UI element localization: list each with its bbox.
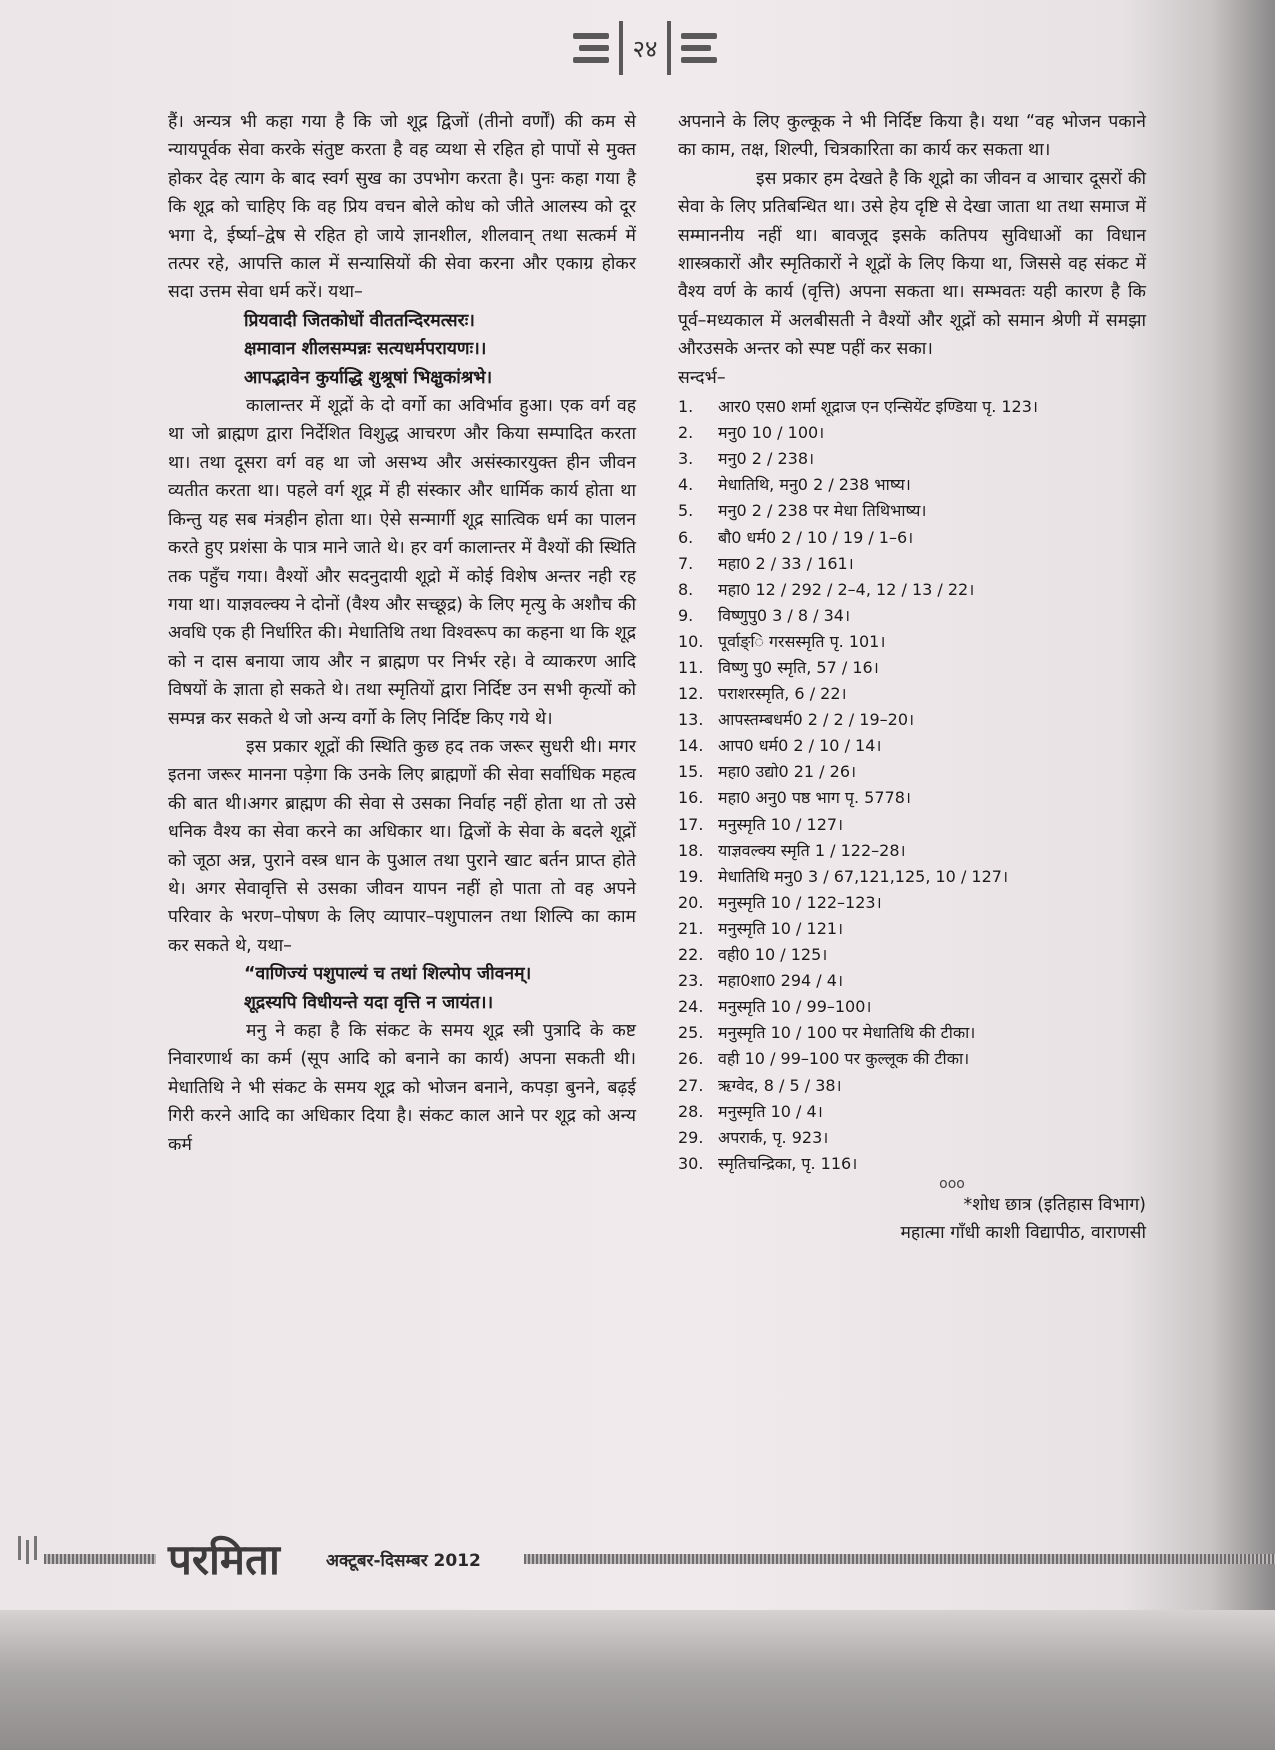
reference-number: 30. — [678, 1153, 704, 1173]
header-ornament-left — [573, 33, 609, 63]
reference-number: 12. — [678, 684, 704, 704]
reference-item — [678, 890, 1146, 916]
reference-number: 4. — [678, 475, 694, 495]
reference-text: मनुस्मृति 10 / 127। — [718, 814, 844, 834]
reference-text: मनु0 2 / 238 पर मेधा तिथिभाष्य। — [718, 501, 927, 521]
reference-number: 24. — [678, 997, 704, 1017]
reference-text: स्मृतिचन्द्रिका, पृ. 116। — [718, 1153, 858, 1173]
reference-text: अपरार्क, पृ. 923। — [718, 1127, 829, 1147]
paragraph: मनु ने कहा है कि संकट के समय शूद्र स्त्री पुत्रादि के कष्ट निवारणार्थ का कर्म (सूप आदि को बनाने का कार्य) अपना सकती थी। मेधातिथि ने भी संकट के समय शूद्र को भोजन बनाने, कपड़ा बुनने, बढ़ई गिरी करने आदि का अधिकार दिया है। संकट काल आने पर शूद्र को अन्य कर्म — [168, 1021, 636, 1155]
reference-text: आप0 धर्म0 2 / 10 / 14। — [718, 736, 882, 756]
reference-item — [678, 655, 1146, 681]
reference-item — [678, 916, 1146, 942]
reference-item — [678, 446, 1146, 472]
reference-text: महा0शा0 294 / 4। — [718, 971, 844, 991]
paragraph: कालान्तर में शूद्रों के दो वर्गो का अविर्भाव हुआ। एक वर्ग वह था जो ब्राह्मण द्वारा निर्देशित विशुद्ध आचरण और किया सम्पादित करता था। तथा दूसरा वर्ग वह था जो असभ्य और असंस्कारयुक्त हीन जीवन व्यतीत करता था। पहले वर्ग शूद्र में ही संस्कार और धार्मिक कार्य होता था किन्तु यह सब मंत्रहीन होता था। ऐसे सन्मार्गी शूद्र सात्विक धर्म का पालन करते हुए प्रशंसा के पात्र माने जाते थे। हर वर्ग कालान्तर में वैश्यों की स्थिति तक पहुँच गया। वैश्यों और सदनुदायी शूद्रो में कोई विशेष अन्तर नही रह गया था। याज्ञवल्क्य ने दोनों (वैश्य और सच्छूद्र) के लिए मृत्यु के अशौच की अवधि एक ही निर्धारित की। मेधातिथि तथा विश्वरूप का कहना था कि शूद्र को न दास बनाया जाय और न ब्राह्मण पर निर्भर रहे। वे व्याकरण आदि विषयों के ज्ञाता हो सकते थे। तथा स्मृतियों द्वारा निर्दिष्ट उन सभी कृत्यों को सम्पन्न कर सकते थे जो अन्य वर्गो के लिए निर्दिष्ट किए गये थे। — [168, 396, 636, 729]
reference-text: मनु0 10 / 100। — [718, 423, 825, 443]
reference-number: 19. — [678, 866, 704, 886]
reference-item — [678, 968, 1146, 994]
reference-item — [678, 785, 1146, 811]
verse-line: “वाणिज्यं पशुपाल्यं च तथां शिल्पोप जीवनम्। — [244, 964, 532, 985]
reference-text: मनुस्मृति 10 / 4। — [718, 1101, 823, 1121]
reference-item — [678, 394, 1146, 420]
reference-number: 17. — [678, 814, 704, 834]
reference-item — [678, 420, 1146, 446]
verse-line: क्षमावान शीलसम्पन्नः सत्यधर्मपरायणः।। — [244, 339, 487, 360]
paragraph: इस प्रकार शूद्रों की स्थिति कुछ हद तक जरूर सुधरी थी। मगर इतना जरूर मानना पड़ेगा कि उनके लिए ब्राह्मणों की सेवा सर्वाधिक महत्व की बात थी।अगर ब्राह्मण की सेवा से उसका निर्वाह नहीं होता था तो उसे धनिक वैश्य का सेवा करने का अधिकार था। द्विजों के सेवा के बदले शूद्रों को जूठा अन्न, पुराने वस्त्र धान के पुआल तथा पुराने खाट बर्तन प्राप्त होते थे। अगर सेवावृत्ति से उसका जीवन यापन नहीं हो पाता तो वह अपने परिवार के भरण–पोषण के लिए व्यापार–पशुपालन तथा शिल्पि का काम कर सकते थे, यथा– — [168, 736, 636, 956]
reference-item — [678, 603, 1146, 629]
paragraph: इस प्रकार हम देखते है कि शूद्रो का जीवन व आचार दूसरों की सेवा के लिए प्रतिबन्धित था। उसे हेय दृष्टि से देखा जाता था तथा समाज में सम्माननीय नहीं था। बावजूद इसके कतिपय सुविधाओं का विधान शास्त्रकारों और स्मृतिकारों ने शूद्रों के लिए किया था, जिससे वह संकट में वैश्य वर्ण के कार्य (वृत्ति) अपना सकता था। सम्भवतः यही कारण है कि पूर्व–मध्यकाल में अलबीसती ने वैश्यों और शूद्रों को समान श्रेणी में समझा औरउसके अन्तर को स्पष्ट पहीं कर सका। — [678, 168, 1146, 360]
reference-text: मनुस्मृति 10 / 121। — [718, 918, 844, 938]
reference-number: 15. — [678, 762, 704, 782]
reference-text: याज्ञवल्क्य स्मृति 1 / 122–28। — [718, 840, 906, 860]
scan-shadow — [0, 1610, 1275, 1750]
reference-item — [678, 707, 1146, 733]
reference-item — [678, 864, 1146, 890]
reference-item — [678, 759, 1146, 785]
reference-item — [678, 1020, 1146, 1046]
reference-number: 10. — [678, 631, 704, 651]
reference-item — [678, 1151, 1146, 1177]
verse-line: आपद्भावेन कुर्याद्धि शुश्रूषां भिक्षुकांश्रभे। — [244, 367, 493, 388]
reference-text: आपस्तम्बधर्म0 2 / 2 / 19–20। — [718, 710, 915, 730]
reference-item — [678, 1099, 1146, 1125]
reference-text: महा0 अनु0 पष्ठ भाग पृ. 5778। — [718, 788, 911, 808]
reference-number: 2. — [678, 423, 694, 443]
footer-rule-right — [524, 1554, 1275, 1564]
reference-number: 20. — [678, 892, 704, 912]
reference-text: महा0 12 / 292 / 2–4, 12 / 13 / 22। — [718, 579, 975, 599]
reference-item — [678, 838, 1146, 864]
reference-number: 13. — [678, 710, 704, 730]
reference-item — [678, 472, 1146, 498]
reference-number: 5. — [678, 501, 694, 521]
reference-number: 1. — [678, 397, 694, 417]
reference-text: मनु0 2 / 238। — [718, 449, 815, 469]
reference-number: 3. — [678, 449, 694, 469]
reference-text: मेधातिथि, मनु0 2 / 238 भाष्य। — [718, 475, 911, 495]
reference-text: विष्णुपु0 3 / 8 / 34। — [718, 605, 851, 625]
reference-item — [678, 1073, 1146, 1099]
right-column — [678, 108, 1146, 1247]
page-footer — [0, 1522, 1275, 1592]
reference-text: महा0 उद्यो0 21 / 26। — [718, 762, 857, 782]
verse-line: प्रियवादी जितकोधों वीततन्दिरमत्सरः। — [244, 310, 475, 331]
reference-text: विष्णु पु0 स्मृति, 57 / 16। — [718, 658, 879, 677]
reference-text: मनुस्मृति 10 / 100 पर मेधातिथि की टीका। — [718, 1023, 976, 1043]
reference-number: 27. — [678, 1075, 704, 1095]
header-ornament-right — [681, 33, 717, 63]
reference-item — [678, 812, 1146, 838]
reference-number: 16. — [678, 788, 704, 808]
left-column — [168, 108, 636, 1159]
reference-item — [678, 1125, 1146, 1151]
reference-number: 9. — [678, 605, 694, 625]
paragraph: अपनाने के लिए कुल्कूक ने भी निर्दिष्ट किया है। यथा “वह भोजन पकाने का काम, तक्ष, शिल्पी, चित्रकारिता का कार्य कर सकता था। — [678, 112, 1146, 161]
reference-item — [678, 525, 1146, 551]
reference-text: मनुस्मृति 10 / 122–123। — [718, 892, 882, 912]
issue-date: अक्टूबर-दिसम्बर 2012 — [326, 1551, 481, 1571]
reference-item — [678, 577, 1146, 603]
section-ornament: ooo — [939, 1175, 965, 1192]
reference-text: महा0 2 / 33 / 161। — [718, 553, 854, 573]
reference-number: 28. — [678, 1101, 704, 1121]
reference-item — [678, 942, 1146, 968]
reference-item — [678, 681, 1146, 707]
reference-number: 7. — [678, 553, 694, 573]
reference-item — [678, 994, 1146, 1020]
reference-number: 6. — [678, 527, 694, 547]
reference-number: 26. — [678, 1049, 704, 1069]
paragraph: हैं। अन्यत्र भी कहा गया है कि जो शूद्र द्विजों (तीनो वर्णों) की कम से न्यायपूर्वक सेवा करके संतुष्ट करता है वह व्यथा से रहित हो पापों से मुक्त होकर देह त्याग के बाद स्वर्ग सुख का उपभोग करता है। पुनः कहा गया है कि शूद्र को चाहिए कि वह प्रिय वचन बोले कोध को जीते आलस्य को दूर भगा दे, ईर्ष्या–द्वेष से रहित हो जाये ज्ञानशील, शीलवान् तथा सत्कर्म में तत्पर रहे, आपत्ति काल में सन्यासियों की सेवा करना और एकाग्र होकर सदा उत्तम सेवा धर्म करें। यथा– — [168, 112, 636, 303]
reference-item — [678, 629, 1146, 655]
page-header — [560, 18, 730, 78]
reference-text: वही 10 / 99–100 पर कुल्लूक की टीका। — [718, 1049, 970, 1069]
reference-text: पराशरस्मृति, 6 / 22। — [718, 684, 847, 704]
reference-text: पूर्वाङ्ि गरसस्मृति पृ. 101। — [718, 631, 886, 651]
reference-text: बौ0 धर्म0 2 / 10 / 19 / 1–6। — [718, 527, 914, 547]
reference-item — [678, 551, 1146, 577]
footer-rule-left — [44, 1554, 156, 1564]
reference-number: 23. — [678, 971, 704, 991]
reference-item — [678, 498, 1146, 524]
author-institution: महात्मा गाँधी काशी विद्यापीठ, वाराणसी — [900, 1222, 1146, 1243]
reference-item — [678, 1046, 1146, 1072]
reference-text: मेधातिथि मनु0 3 / 67,121,125, 10 / 127। — [718, 866, 1009, 886]
reference-number: 25. — [678, 1023, 704, 1043]
reference-text: वही0 10 / 125। — [718, 945, 828, 965]
reference-item — [678, 733, 1146, 759]
magazine-logo: परमिता — [168, 1535, 280, 1584]
reference-number: 22. — [678, 945, 704, 965]
reference-text: आर0 एस0 शर्मा शूद्राज एन एन्सियेंट इण्डिया पृ. 123। — [718, 397, 1038, 417]
reference-number: 29. — [678, 1127, 704, 1147]
reference-number: 21. — [678, 918, 704, 938]
references-heading: सन्दर्भ– — [678, 367, 726, 388]
page-number: २४ — [632, 34, 658, 63]
author-affiliation: *शोध छात्र (इतिहास विभाग) — [963, 1194, 1146, 1215]
scan-mark — [18, 1536, 48, 1566]
header-divider-right — [667, 21, 671, 75]
reference-number: 11. — [678, 658, 704, 677]
reference-number: 14. — [678, 736, 704, 756]
reference-text: मनुस्मृति 10 / 99–100। — [718, 997, 872, 1017]
verse-line: शूद्रस्यपि विधीयन्ते यदा वृत्ति न जायंत।। — [244, 992, 494, 1013]
reference-text: ऋग्वेद, 8 / 5 / 38। — [718, 1075, 842, 1095]
references-list — [678, 394, 1146, 1177]
reference-number: 8. — [678, 579, 694, 599]
reference-number: 18. — [678, 840, 704, 860]
header-divider-left — [619, 21, 623, 75]
